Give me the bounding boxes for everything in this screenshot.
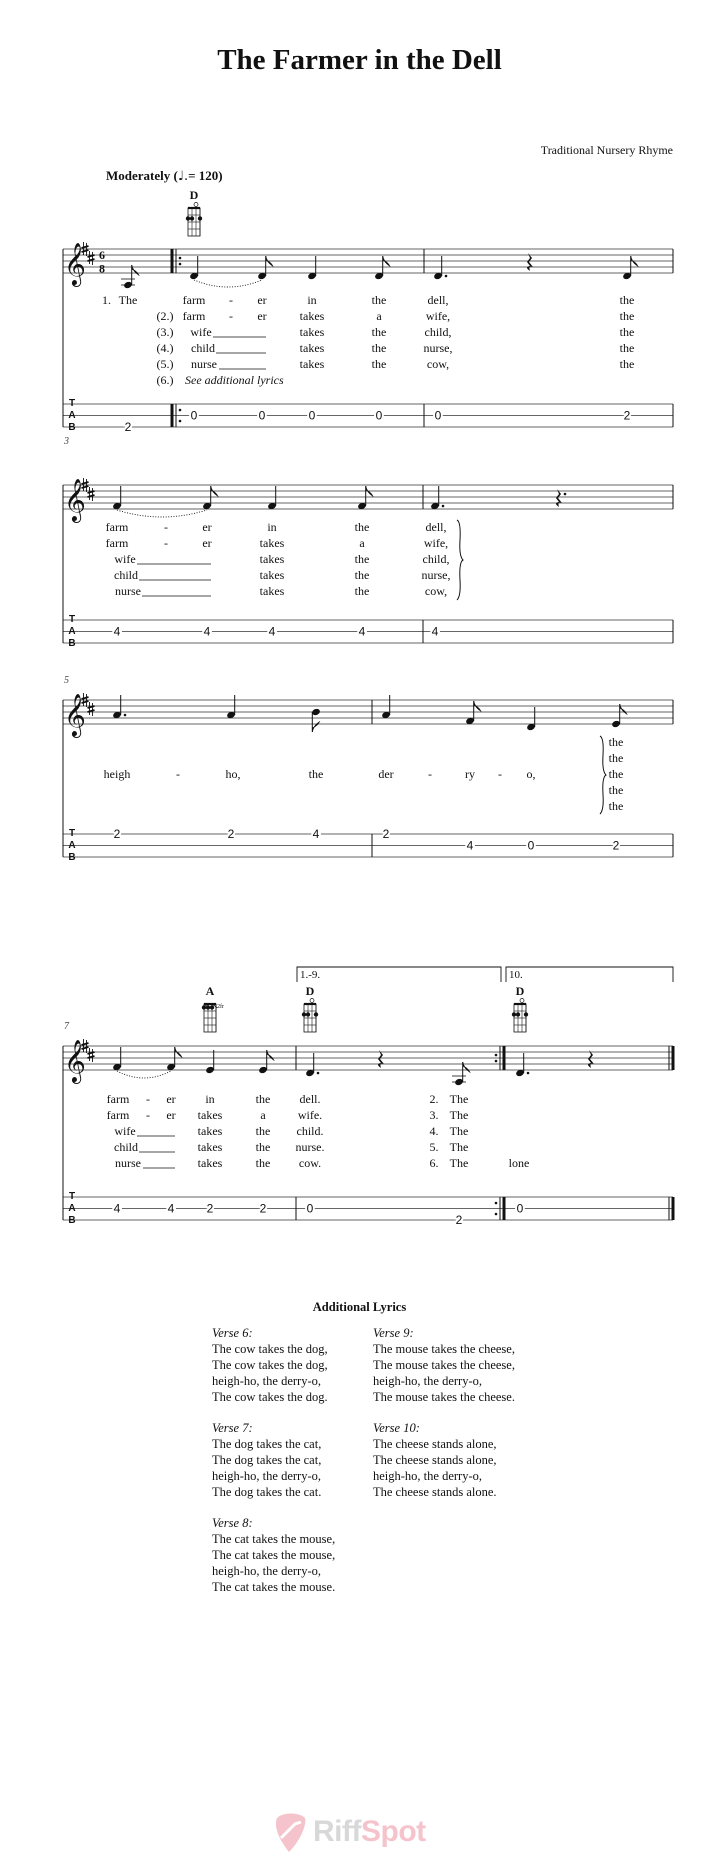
verse-line: The dog takes the cat. (212, 1485, 322, 1499)
lyric-syllable: (6.) (156, 373, 174, 387)
tab-fret-number: 2 (124, 420, 132, 434)
tab-clef-letter: B (68, 638, 76, 649)
quarter-rest-icon (556, 489, 562, 507)
lyric-hyphen: - (146, 1092, 150, 1106)
lyric-syllable: child (114, 1140, 138, 1154)
verse-block (212, 1420, 335, 1500)
lyric-syllable: wife, (423, 536, 449, 550)
lyric-syllable: der (378, 767, 394, 781)
lyric-syllable: dell, (425, 520, 447, 534)
tab-clef-letter: T (68, 828, 76, 839)
tab-fret-number: 0 (516, 1201, 524, 1216)
measure-number: 5 (64, 675, 69, 686)
verse-line: The cow takes the dog, (212, 1342, 328, 1356)
lyric-syllable: (2.) (156, 309, 174, 323)
lyric-syllable: child (114, 568, 138, 582)
lyric-syllable: the (608, 751, 624, 765)
tab-clef-letter: B (68, 1215, 76, 1226)
additional-lyrics-column (373, 1325, 515, 1515)
tab-fret-number: 0 (375, 408, 383, 423)
lyric-syllable: ry (465, 767, 475, 781)
lyric-syllable: takes (259, 536, 285, 550)
lyric-syllable: The (449, 1124, 469, 1138)
verse-block (373, 1325, 515, 1405)
lyric-syllable: The (449, 1156, 469, 1170)
lyric-syllable: cow. (298, 1156, 322, 1170)
lyric-syllable: a (359, 536, 365, 550)
finger-dot (210, 1005, 214, 1009)
lyric-syllable: the (619, 341, 635, 355)
lyric-syllable: in (267, 520, 277, 534)
volta-bracket (506, 967, 673, 982)
lyric-syllable: takes (299, 341, 325, 355)
verse-line: heigh-ho, the derry-o, (373, 1469, 482, 1483)
augmentation-dot (124, 714, 127, 717)
lyric-syllable: 2. (429, 1092, 439, 1106)
lyric-syllable: the (371, 341, 387, 355)
lyric-syllable: er (202, 536, 212, 550)
open-string-marker (520, 999, 524, 1003)
open-string-marker (194, 203, 198, 207)
chord-name: D (515, 984, 525, 998)
tab-fret-number: 4 (358, 624, 366, 639)
treble-clef-icon: 𝄞 (64, 1039, 86, 1082)
lyric-syllable: a (260, 1108, 266, 1122)
lyric-syllable: takes (299, 325, 325, 339)
tab-fret-number: 4 (113, 624, 121, 639)
augmentation-dot (442, 505, 445, 508)
lyric-syllable: the (255, 1156, 271, 1170)
lyric-syllable: the (371, 357, 387, 371)
lyric-syllable: (3.) (156, 325, 174, 339)
finger-dot (206, 1005, 210, 1009)
tab-clef-letter: A (68, 626, 76, 637)
verse-block (212, 1325, 335, 1405)
verse-line: The dog takes the cat, (212, 1437, 322, 1451)
lyric-hyphen: - (428, 767, 432, 781)
lyric-syllable: takes (197, 1156, 223, 1170)
verse-line: The cat takes the mouse, (212, 1532, 336, 1546)
lyric-syllable: takes (197, 1108, 223, 1122)
volta-bracket (297, 967, 501, 982)
repeat-dot (495, 1060, 498, 1063)
repeat-dot (179, 263, 182, 266)
lyric-syllable: dell, (427, 293, 449, 307)
lyric-syllable: See additional lyrics (185, 373, 284, 387)
verse-block (373, 1420, 515, 1500)
tab-fret-number: 4 (466, 838, 474, 853)
tab-fret-number: 2 (382, 827, 390, 841)
lyric-syllable: 3. (429, 1108, 439, 1122)
lyric-syllable: wife (190, 325, 212, 339)
lyric-syllable: child, (424, 325, 452, 339)
lyric-syllable: nurse, (421, 568, 451, 582)
dotted-slur (117, 1071, 171, 1078)
lyric-syllable: er (166, 1108, 176, 1122)
treble-clef-icon: 𝄞 (64, 478, 86, 521)
lyric-syllable: The (449, 1092, 469, 1106)
lyric-syllable: o, (526, 767, 536, 781)
verse-line: The cheese stands alone. (373, 1485, 497, 1499)
tab-fret-number: 4 (431, 624, 439, 639)
tab-fret-number: 0 (258, 408, 266, 423)
lyric-syllable: 6. (429, 1156, 439, 1170)
lyric-syllable: nurse. (295, 1140, 325, 1154)
eighth-flag (463, 1062, 470, 1072)
finger-dot (314, 1012, 318, 1016)
lyric-syllable: the (608, 783, 624, 797)
verse-line: The mouse takes the cheese, (373, 1358, 515, 1372)
lyric-syllable: The (449, 1140, 469, 1154)
tempo-bpm: = 120) (188, 168, 223, 183)
lyric-syllable: dell. (299, 1092, 321, 1106)
tab-fret-number: 2 (206, 1201, 214, 1216)
lyric-syllable: a (376, 309, 382, 323)
lyric-syllable: farm (106, 1108, 130, 1122)
lyric-syllable: the (255, 1092, 271, 1106)
tempo-open: ( (173, 168, 178, 183)
lyric-hyphen: - (229, 309, 233, 323)
sharp-icon (90, 487, 93, 501)
lyric-syllable: wife, (425, 309, 451, 323)
tab-fret-number: 0 (434, 408, 442, 423)
finger-dot (512, 1012, 516, 1016)
dotted-slur (194, 280, 262, 287)
tab-fret-number: 4 (113, 1201, 121, 1216)
tab-clef-letter: T (68, 614, 76, 625)
sharp-icon (90, 251, 93, 265)
sharp-icon (88, 255, 95, 261)
tab-fret-number: 2 (259, 1201, 267, 1216)
lyric-syllable: er (202, 520, 212, 534)
lyric-syllable: (5.) (156, 357, 174, 371)
lyric-syllable: The (118, 293, 138, 307)
treble-clef-icon: 𝄞 (64, 242, 86, 285)
song-title: The Farmer in the Dell (217, 44, 502, 76)
augmentation-dot (527, 1072, 530, 1075)
lyric-syllable: in (205, 1092, 215, 1106)
tab-clef-letter: A (68, 410, 76, 421)
quarter-rest-icon (378, 1050, 384, 1068)
lyric-syllable: farm (105, 536, 129, 550)
tab-clef-letter: B (68, 852, 76, 863)
tempo-marking (106, 168, 223, 184)
lyric-syllable: (4.) (156, 341, 174, 355)
tab-fret-number: 2 (455, 1213, 463, 1227)
dotted-quarter-note-icon: ♩. (177, 169, 189, 184)
dotted-slur (117, 510, 207, 517)
verse-line: The dog takes the cat, (212, 1453, 322, 1467)
tab-fret-number: 4 (312, 827, 320, 841)
lyric-syllable: the (354, 584, 370, 598)
lyric-syllable: farm (106, 1092, 130, 1106)
quarter-rest-icon (588, 1050, 594, 1068)
verse-line: The cat takes the mouse, (212, 1548, 336, 1562)
lyric-syllable: The (449, 1108, 469, 1122)
finger-dot (516, 1012, 520, 1016)
chord-name: D (305, 984, 315, 998)
sharp-icon (90, 1048, 93, 1062)
lyric-hyphen: - (164, 536, 168, 550)
lyric-syllable: the (255, 1124, 271, 1138)
tab-clef-letter: A (68, 840, 76, 851)
finger-dot (524, 1012, 528, 1016)
lyric-syllable: cow, (424, 584, 448, 598)
verse-line: The cat takes the mouse. (212, 1580, 336, 1594)
verse-line: The cow takes the dog, (212, 1358, 328, 1372)
verse-label: Verse 10: (373, 1421, 420, 1435)
lyric-syllable: farm (182, 293, 206, 307)
verse-line: heigh-ho, the derry-o, (373, 1374, 482, 1388)
lyric-hyphen: - (164, 520, 168, 534)
tab-fret-number: 2 (623, 408, 631, 423)
lyric-syllable: the (619, 357, 635, 371)
eighth-flag (267, 1050, 274, 1060)
tempo-label: Moderately (106, 168, 171, 183)
lyric-syllable: the (608, 767, 624, 781)
lyric-hyphen: - (498, 767, 502, 781)
verse-label: Verse 6: (212, 1326, 253, 1340)
lyric-syllable: er (257, 293, 267, 307)
lyric-syllable: takes (299, 309, 325, 323)
lyric-syllable: the (255, 1140, 271, 1154)
lyric-syllable: takes (299, 357, 325, 371)
lyric-syllable: farm (105, 520, 129, 534)
guitar-pick-icon (273, 1812, 307, 1852)
augmentation-dot (445, 275, 448, 278)
verse-block (212, 1515, 335, 1595)
repeat-dot (495, 1202, 498, 1205)
verse-line: heigh-ho, the derry-o, (212, 1374, 321, 1388)
finger-dot (190, 216, 194, 220)
treble-clef-icon: 𝄞 (64, 693, 86, 736)
lyric-hyphen: - (176, 767, 180, 781)
verse-line: The cheese stands alone, (373, 1453, 497, 1467)
tab-fret-number: 4 (167, 1201, 175, 1216)
augmentation-dot (317, 1072, 320, 1075)
logo-riff: Riff (313, 1815, 361, 1848)
lyric-syllable: wife. (297, 1108, 323, 1122)
lyric-syllable: the (608, 799, 624, 813)
eighth-flag (132, 265, 139, 275)
measure-number: 3 (64, 436, 69, 447)
time-signature-bottom: 8 (99, 261, 105, 276)
tab-fret-number: 2 (113, 827, 121, 841)
verse-line: heigh-ho, the derry-o, (212, 1564, 321, 1578)
composer-credit: Traditional Nursery Rhyme (540, 143, 673, 157)
verse-line: The cow takes the dog. (212, 1390, 328, 1404)
lyric-syllable: cow, (426, 357, 450, 371)
lyric-syllable: child (191, 341, 215, 355)
tab-fret-number: 2 (227, 827, 235, 841)
tab-fret-number: 4 (268, 624, 276, 639)
lyric-syllable: takes (197, 1124, 223, 1138)
lyric-syllable: nurse (191, 357, 217, 371)
additional-lyrics-column (212, 1325, 335, 1610)
riffspot-logo (273, 1812, 426, 1852)
logo-spot: Spot (360, 1815, 426, 1848)
verse-label: Verse 8: (212, 1516, 253, 1530)
lyric-syllable: ho, (225, 767, 241, 781)
lyric-syllable: the (371, 293, 387, 307)
additional-lyrics-heading: Additional Lyrics (312, 1300, 407, 1314)
repeat-dot (179, 409, 182, 412)
lyric-syllable: er (257, 309, 267, 323)
lyric-syllable: the (354, 568, 370, 582)
lyric-syllable: farm (182, 309, 206, 323)
lyric-syllable: the (619, 293, 635, 307)
eighth-flag (312, 722, 319, 732)
sharp-icon (88, 706, 95, 712)
lyric-syllable: the (608, 735, 624, 749)
time-signature-top: 6 (99, 248, 105, 262)
measure-number: 7 (64, 1021, 69, 1032)
tab-fret-number: 0 (308, 408, 316, 423)
verse-line: The mouse takes the cheese, (373, 1342, 515, 1356)
lyric-syllable: 1. (102, 293, 111, 307)
lyric-syllable: in (307, 293, 317, 307)
lyric-syllable: child, (422, 552, 450, 566)
logo-text (313, 1815, 426, 1849)
open-string-marker (310, 999, 314, 1003)
lyric-syllable: takes (259, 552, 285, 566)
lyric-syllable: 4. (429, 1124, 439, 1138)
repeat-dot (179, 257, 182, 260)
verse-label: Verse 7: (212, 1421, 253, 1435)
lyric-syllable: the (371, 325, 387, 339)
lyric-syllable: takes (259, 568, 285, 582)
volta-label: 1.-9. (300, 969, 321, 981)
lyric-hyphen: - (146, 1108, 150, 1122)
tab-fret-number: 0 (306, 1201, 314, 1216)
sharp-icon (90, 702, 93, 716)
lyric-syllable: the (354, 552, 370, 566)
sharp-icon (88, 1052, 95, 1058)
tab-clef-letter: B (68, 422, 76, 433)
verse-line: The cheese stands alone, (373, 1437, 497, 1451)
tab-clef-letter: T (68, 398, 76, 409)
lyric-syllable: wife (114, 1124, 136, 1138)
tab-fret-number: 4 (203, 624, 211, 639)
lyric-syllable: wife (114, 552, 136, 566)
finger-dot (302, 1012, 306, 1016)
lyric-syllable: child. (296, 1124, 324, 1138)
chord-fret-label: 2fr (217, 1004, 224, 1010)
tab-fret-number: 0 (527, 838, 535, 853)
lyric-syllable: lone (508, 1156, 530, 1170)
volta-label: 10. (509, 969, 523, 981)
quarter-rest-icon (527, 253, 533, 271)
lyric-syllable: the (619, 309, 635, 323)
lyric-brace (457, 520, 463, 600)
tab-clef-letter: T (68, 1191, 76, 1202)
finger-dot (198, 216, 202, 220)
tab-clef-letter: A (68, 1203, 76, 1214)
repeat-dot (495, 1213, 498, 1216)
chord-name: D (189, 188, 199, 202)
tab-fret-number: 2 (612, 838, 620, 853)
verse-line: The mouse takes the cheese. (373, 1390, 515, 1404)
lyric-syllable: er (166, 1092, 176, 1106)
lyric-syllable: the (619, 325, 635, 339)
verse-label: Verse 9: (373, 1326, 414, 1340)
finger-dot (186, 216, 190, 220)
finger-dot (202, 1005, 206, 1009)
lyric-syllable: 5. (429, 1140, 439, 1154)
lyric-syllable: heigh (103, 767, 131, 781)
lyric-hyphen: - (229, 293, 233, 307)
lyric-syllable: nurse (115, 584, 141, 598)
tab-fret-number: 0 (190, 408, 198, 423)
lyric-syllable: the (354, 520, 370, 534)
finger-dot (306, 1012, 310, 1016)
eighth-flag (620, 704, 627, 714)
sharp-icon (88, 491, 95, 497)
chord-name: A (205, 984, 215, 998)
repeat-dot (495, 1054, 498, 1057)
lyric-brace (600, 736, 606, 814)
lyric-syllable: takes (259, 584, 285, 598)
lyric-syllable: nurse (115, 1156, 141, 1170)
lyric-syllable: the (308, 767, 324, 781)
lyric-syllable: nurse, (423, 341, 453, 355)
verse-line: heigh-ho, the derry-o, (212, 1469, 321, 1483)
augmentation-dot (564, 493, 567, 496)
lyric-syllable: takes (197, 1140, 223, 1154)
repeat-dot (179, 420, 182, 423)
